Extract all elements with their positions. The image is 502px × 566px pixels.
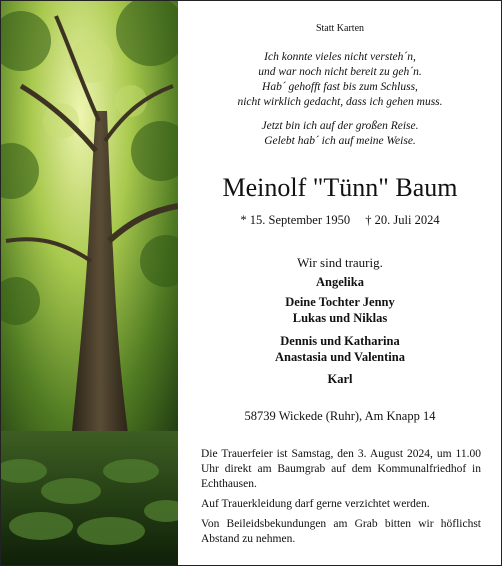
notice-heading: Statt Karten <box>315 23 365 34</box>
mourning-line: Wir sind traurig. <box>297 255 383 270</box>
death-date: † 20. Juli 2024 <box>365 213 440 227</box>
tree-photo <box>1 1 178 565</box>
family-member: Lukas und Niklas <box>292 310 388 325</box>
address: 58739 Wickede (Ruhr), Am Knapp 14 <box>244 409 436 423</box>
birth-date: * 15. September 1950 <box>240 213 351 227</box>
deceased-name: Meinolf "Tünn" Baum <box>222 173 458 202</box>
family-member: Deine Tochter Jenny <box>285 295 395 309</box>
poem-line: Hab´ gehofft fast bis zum Schluss, <box>262 81 418 93</box>
family-member: Karl <box>327 372 353 386</box>
condolence-note: Von Beileidsbekundungen am Grab bitten wir höflichst Abstand zu nehmen. <box>201 518 481 545</box>
poem-line: Gelebt hab´ ich auf meine Weise. <box>264 135 416 147</box>
family-member: Dennis und Katharina <box>280 334 400 348</box>
notice-text <box>179 1 501 565</box>
family-group <box>179 334 501 365</box>
poem-line: nicht wirklich gedacht, dass ich gehen muss. <box>237 96 443 108</box>
poem-line: und war noch nicht bereit zu geh´n. <box>258 66 422 78</box>
funeral-info: Die Trauerfeier ist Samstag, den 3. August 2024, um 11.00 Uhr direkt am Baumgrab auf dem Kommunalfriedhof in Echthausen. <box>201 448 481 490</box>
family-member: Anastasia und Valentina <box>275 349 405 364</box>
poem-line: Jetzt bin ich auf der großen Reise. <box>261 120 419 132</box>
family-group <box>179 295 501 326</box>
poem-line: Ich konnte vieles nicht versteh´n, <box>264 51 416 63</box>
family-group <box>179 372 501 388</box>
family-member: Angelika <box>316 275 364 289</box>
clothing-note: Auf Trauerkleidung darf gerne verzichtet werden. <box>201 498 430 510</box>
life-dates <box>179 213 501 228</box>
poem-stanza-1 <box>179 50 501 110</box>
family-group <box>179 275 501 291</box>
poem-stanza-2 <box>179 119 501 149</box>
